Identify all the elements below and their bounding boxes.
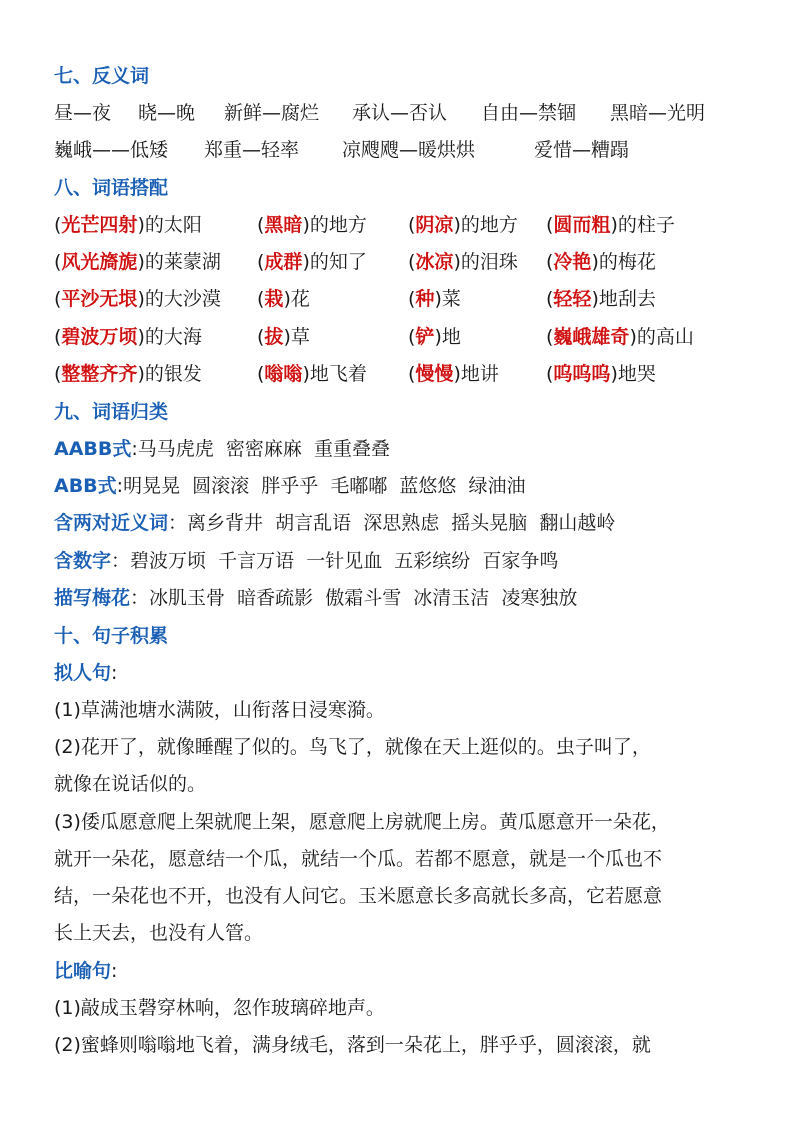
paren-open: ( (257, 325, 265, 348)
answer-word: 圆而粗 (553, 214, 611, 236)
collocation-suffix: 的莱蒙湖 (144, 251, 221, 274)
classify-row (54, 580, 577, 616)
paren-close: ) (137, 288, 145, 311)
classify-label: 含两对近义词 (54, 512, 169, 535)
classify-row (54, 468, 525, 504)
paren-open: ( (54, 288, 62, 311)
collocation-item (546, 319, 694, 355)
paren-open: ( (408, 325, 416, 348)
paren-open: ( (257, 214, 265, 236)
classify-words: 马马虎虎 密密麻麻 重重叠叠 (137, 438, 390, 460)
metaphor-label-text: 比喻句 (54, 960, 112, 982)
paren-open: ( (546, 214, 554, 236)
collocation-item (54, 207, 202, 243)
paren-open: ( (408, 362, 416, 385)
sentence-line: 结，一朵花也不开，也没有人问它。玉米愿意长多高就长多高，它若愿意 (54, 885, 663, 907)
answer-word: 黑暗 (264, 214, 303, 236)
antonym-pair: 凉飕飕—暖烘烘 (342, 139, 476, 161)
metaphor-label (54, 953, 117, 989)
collocation-item (54, 319, 202, 355)
paren-open: ( (546, 288, 554, 311)
sentence-line: (2)蜜蜂则嗡嗡地飞着，满身绒毛，落到一朵花上，胖乎乎，圆滚滚，就 (54, 1034, 651, 1057)
classify-separator: : (116, 475, 124, 498)
collocation-suffix: 的地方 (460, 214, 518, 236)
paren-open: ( (546, 251, 554, 274)
personification-label-text: 拟人句 (54, 662, 112, 684)
classify-words: 明晃晃 圆滚滚 胖乎乎 毛嘟嘟 蓝悠悠 绿油油 (123, 475, 526, 498)
answer-word: 栽 (264, 288, 284, 311)
sentence-line: (1)敲成玉磬穿林响，忽作玻璃碎地声。 (54, 997, 385, 1019)
antonym-pair: 巍峨——低矮 (54, 139, 169, 161)
collocation-suffix: 的柱子 (617, 214, 675, 236)
answer-word: 碧波万顷 (61, 325, 138, 348)
sentence-line: 就开一朵花，愿意结一个瓜，就结一个瓜。若都不愿意，就是一个瓜也不 (54, 847, 663, 870)
personification-label (54, 655, 117, 691)
answer-word: 巍峨雄奇 (553, 325, 630, 348)
collocation-item (408, 207, 518, 243)
answer-word: 成群 (264, 251, 303, 274)
paren-close: ) (591, 288, 599, 311)
collocation-suffix: 的泪珠 (460, 251, 518, 274)
collocation-item (408, 319, 461, 355)
answer-word: 轻轻 (553, 288, 592, 311)
classify-row (54, 543, 558, 579)
antonym-pair: 自由—禁锢 (481, 102, 577, 124)
classify-label: 含数字 (54, 549, 112, 572)
classify-label: AABB式 (54, 438, 132, 460)
collocation-item (408, 356, 499, 392)
collocation-item (408, 281, 461, 317)
sentence-line: 长上天去，也没有人管。 (54, 922, 264, 945)
paren-open: ( (546, 362, 554, 385)
paren-open: ( (257, 288, 265, 311)
paren-close: ) (610, 214, 618, 236)
paren-open: ( (54, 251, 62, 274)
collocation-suffix: 的银发 (144, 362, 202, 385)
paren-open: ( (408, 251, 416, 274)
answer-word: 光芒四射 (61, 214, 138, 236)
paren-open: ( (408, 288, 416, 311)
label-colon: : (111, 662, 118, 684)
paren-close: ) (453, 214, 461, 236)
paren-close: ) (610, 362, 618, 385)
classify-separator: ： (111, 549, 131, 572)
answer-word: 铲 (415, 325, 435, 348)
antonym-pair: 黑暗—光明 (610, 102, 706, 124)
collocation-suffix: 的地方 (309, 214, 367, 236)
label-colon: : (111, 960, 118, 982)
collocation-suffix: 草 (290, 325, 310, 348)
answer-word: 慢慢 (415, 362, 454, 385)
antonym-pair: 郑重—轻率 (204, 139, 300, 161)
paren-close: ) (629, 325, 637, 348)
antonym-pair: 新鲜—腐烂 (224, 102, 320, 124)
classify-words: 碧波万顷 千言万语 一针见血 五彩缤纷 百家争鸣 (130, 549, 559, 572)
collocation-item (257, 319, 310, 355)
paren-close: ) (302, 214, 310, 236)
paren-close: ) (283, 288, 291, 311)
collocation-suffix: 地刮去 (598, 288, 656, 311)
answer-word: 阴凉 (415, 214, 454, 236)
paren-open: ( (257, 362, 265, 385)
section-heading-classify: 九、词语归类 (54, 401, 169, 423)
collocation-item (546, 356, 656, 392)
classify-row (54, 431, 390, 467)
sentence-line: (2)花开了，就像睡醒了似的。鸟飞了，就像在天上逛似的。虫子叫了， (54, 736, 651, 759)
section-heading-sentences: 十、句子积累 (54, 625, 169, 647)
collocation-suffix: 地 (441, 325, 461, 348)
collocation-item (257, 281, 310, 317)
collocation-suffix: 的大海 (144, 325, 202, 348)
paren-close: ) (137, 362, 145, 385)
collocation-item (54, 281, 221, 317)
classify-words: 冰肌玉骨 暗香疏影 傲霜斗雪 冰清玉洁 凌寒独放 (149, 586, 578, 609)
collocation-suffix: 地讲 (460, 362, 499, 385)
antonym-pair: 爱惜—糟蹋 (534, 139, 630, 161)
classify-separator: ： (130, 586, 150, 609)
collocation-item (257, 207, 367, 243)
sentence-line: (3)倭瓜愿意爬上架就爬上架，愿意爬上房就爬上房。黄瓜愿意开一朵花， (54, 810, 670, 833)
collocation-item (546, 207, 675, 243)
answer-word: 平沙无垠 (61, 288, 138, 311)
sentence-line: (1)草满池塘水满陂，山衔落日浸寒漪。 (54, 699, 385, 721)
classify-separator: ： (168, 512, 188, 535)
collocation-suffix: 地飞着 (309, 362, 367, 385)
collocation-suffix: 的太阳 (144, 214, 202, 236)
paren-close: ) (453, 362, 461, 385)
collocation-suffix: 花 (290, 288, 310, 311)
collocation-item (54, 244, 221, 280)
paren-close: ) (591, 251, 599, 274)
collocation-suffix: 的知了 (309, 251, 367, 274)
answer-word: 拔 (264, 325, 284, 348)
sentence-line: 就像在说话似的。 (54, 773, 207, 796)
collocation-item (546, 244, 656, 280)
section-heading-collocation: 八、词语搭配 (54, 177, 169, 199)
paren-close: ) (137, 251, 145, 274)
collocation-suffix: 地哭 (617, 362, 656, 385)
paren-close: ) (302, 362, 310, 385)
collocation-item (546, 281, 656, 317)
paren-open: ( (257, 251, 265, 274)
classify-label: 描写梅花 (54, 586, 131, 609)
paren-close: ) (137, 325, 145, 348)
answer-word: 冰凉 (415, 251, 454, 274)
antonym-pair: 昼—夜 (54, 102, 112, 124)
collocation-item (257, 356, 367, 392)
paren-open: ( (54, 362, 62, 385)
answer-word: 嗡嗡 (264, 362, 303, 385)
antonym-pair: 承认—否认 (352, 102, 448, 124)
paren-close: ) (434, 325, 442, 348)
collocation-suffix: 的梅花 (598, 251, 656, 274)
paren-open: ( (408, 214, 416, 236)
paren-close: ) (434, 288, 442, 311)
section-heading-antonyms: 七、反义词 (54, 65, 150, 87)
collocation-item (257, 244, 367, 280)
paren-open: ( (546, 325, 554, 348)
paren-close: ) (283, 325, 291, 348)
answer-word: 种 (415, 288, 435, 311)
paren-open: ( (54, 325, 62, 348)
answer-word: 呜呜呜 (553, 362, 611, 385)
collocation-item (408, 244, 518, 280)
collocation-suffix: 的高山 (636, 325, 694, 348)
collocation-suffix: 的大沙漠 (144, 288, 221, 311)
antonym-pair: 晓—晚 (138, 102, 196, 124)
answer-word: 冷艳 (553, 251, 592, 274)
collocation-suffix: 菜 (441, 288, 461, 311)
collocation-item (54, 356, 202, 392)
paren-close: ) (302, 251, 310, 274)
paren-close: ) (137, 214, 145, 236)
answer-word: 整整齐齐 (61, 362, 138, 385)
classify-separator: : (131, 438, 138, 460)
classify-label: ABB式 (54, 475, 117, 498)
paren-close: ) (453, 251, 461, 274)
paren-open: ( (54, 214, 62, 236)
classify-row (54, 505, 615, 541)
classify-words: 离乡背井 胡言乱语 深思熟虑 摇头晃脑 翻山越岭 (187, 512, 616, 535)
answer-word: 风光旖旎 (61, 251, 138, 274)
